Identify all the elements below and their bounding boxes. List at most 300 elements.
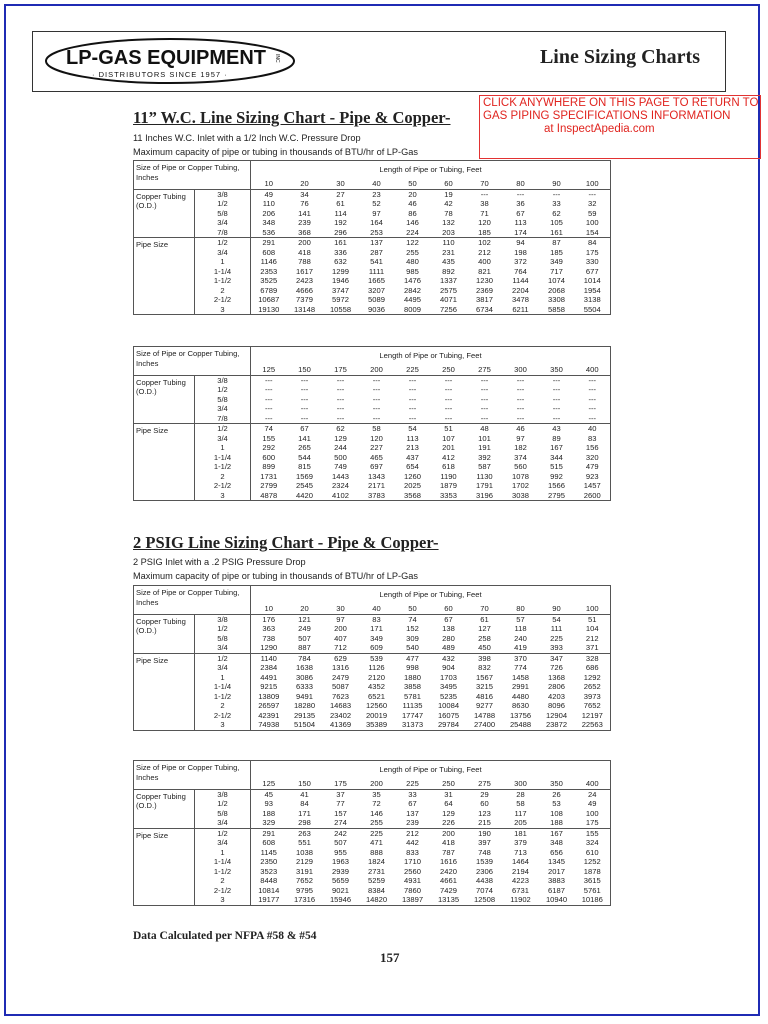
- table-row: [134, 818, 611, 828]
- length-column-header: 60: [431, 604, 467, 614]
- value-cell: ---: [300, 385, 309, 394]
- size-cell: 1-1/4: [195, 857, 251, 867]
- value-cell: 206: [262, 208, 276, 218]
- value-cell: ---: [480, 404, 489, 413]
- table-row: [134, 491, 611, 501]
- value-cell: ---: [372, 404, 381, 413]
- value-cell: 74: [408, 614, 417, 624]
- value-cell: 138: [442, 624, 455, 633]
- chart-table-psig-long: [133, 760, 611, 906]
- value-cell: 4878: [251, 491, 287, 501]
- value-cell: 198: [514, 247, 527, 257]
- value-cell: 35389: [359, 720, 395, 730]
- table-header-row: [134, 586, 611, 605]
- value-cell: ---: [323, 414, 359, 424]
- value-cell: 371: [575, 643, 611, 653]
- value-cell: 31373: [395, 720, 431, 730]
- value-cell: 240: [514, 633, 527, 643]
- value-cell: ---: [575, 189, 611, 199]
- value-cell: 40: [575, 424, 611, 434]
- logo-subtitle: · DISTRIBUTORS SINCE 1957 ·: [92, 70, 228, 79]
- page-title: Line Sizing Charts: [539, 46, 700, 68]
- value-cell: 764: [514, 266, 527, 276]
- size-cell: 3/4: [195, 434, 251, 444]
- table-row: [134, 209, 611, 219]
- value-cell: 2806: [548, 682, 565, 691]
- value-cell: 23: [372, 189, 381, 199]
- value-cell: 137: [370, 238, 383, 247]
- value-cell: 480: [406, 257, 419, 266]
- value-cell: 1879: [440, 481, 457, 490]
- value-cell: 3615: [575, 876, 611, 886]
- value-cell: 6333: [296, 682, 313, 691]
- table-row: [134, 614, 611, 624]
- value-cell: 618: [442, 462, 455, 471]
- value-cell: 71: [480, 208, 489, 218]
- value-cell: 2731: [368, 866, 385, 876]
- value-cell: 49: [264, 189, 273, 199]
- value-cell: 215: [467, 818, 503, 828]
- value-cell: 19177: [251, 895, 287, 905]
- value-cell: 363: [262, 624, 276, 633]
- value-cell: 10084: [437, 701, 460, 710]
- value-cell: 13897: [395, 895, 431, 905]
- value-cell: 608: [262, 247, 276, 257]
- value-cell: 132: [442, 218, 455, 227]
- size-cell: 2-1/2: [195, 886, 251, 896]
- value-cell: 2795: [539, 491, 575, 501]
- value-cell: 6211: [503, 305, 539, 315]
- value-cell: 258: [478, 633, 491, 643]
- size-cell: 1/2: [195, 238, 251, 248]
- value-cell: 171: [298, 808, 311, 818]
- size-cell: 3/8: [195, 375, 251, 385]
- table-row: [134, 799, 611, 809]
- value-cell: 1567: [476, 672, 493, 682]
- value-cell: 5235: [440, 691, 457, 701]
- value-cell: ---: [575, 375, 611, 385]
- value-cell: 7652: [296, 876, 313, 885]
- value-cell: 84: [300, 799, 309, 808]
- value-cell: ---: [264, 385, 273, 394]
- value-cell: 2560: [404, 866, 421, 876]
- value-cell: 239: [298, 218, 311, 227]
- value-cell: 242: [334, 828, 347, 838]
- value-cell: 536: [251, 228, 287, 238]
- value-cell: ---: [444, 394, 453, 404]
- value-cell: 1144: [512, 276, 529, 285]
- table-row: [134, 673, 611, 683]
- value-cell: 336: [334, 247, 347, 257]
- value-cell: 35: [372, 789, 381, 799]
- value-cell: 412: [442, 452, 455, 462]
- value-cell: 2423: [296, 276, 313, 285]
- value-cell: 12904: [545, 710, 568, 720]
- value-cell: 24: [575, 789, 611, 799]
- size-cell: 1/2: [195, 799, 251, 809]
- size-cell: 1-1/2: [195, 692, 251, 702]
- value-cell: 507: [334, 838, 347, 847]
- value-cell: 27400: [467, 720, 503, 730]
- table-row: [134, 404, 611, 414]
- value-cell: 1946: [332, 276, 349, 285]
- section-title-psig: 2 PSIG Line Sizing Chart - Pipe & Copper-: [133, 533, 439, 552]
- value-cell: 1963: [332, 857, 349, 866]
- value-cell: ---: [408, 375, 417, 385]
- value-cell: 1710: [404, 857, 421, 866]
- logo-inc: INC: [274, 54, 280, 63]
- value-cell: 1299: [332, 266, 349, 276]
- value-cell: 23872: [539, 720, 575, 730]
- table-row: [134, 443, 611, 453]
- value-cell: 1638: [296, 663, 313, 672]
- table-row: [134, 305, 611, 315]
- table-row: [134, 276, 611, 286]
- value-cell: 656: [550, 847, 563, 857]
- value-cell: 1146: [260, 257, 277, 266]
- length-column-header: 300: [503, 365, 539, 375]
- length-column-header: 80: [503, 179, 539, 189]
- value-cell: 6734: [467, 305, 503, 315]
- value-cell: 77: [336, 799, 345, 808]
- table-row: [134, 424, 611, 434]
- group-label: Pipe Size: [134, 424, 195, 501]
- value-cell: 231: [442, 247, 455, 257]
- size-cell: 3/8: [195, 614, 251, 624]
- size-cell: 1: [195, 848, 251, 858]
- value-cell: 432: [442, 653, 455, 663]
- value-cell: 397: [478, 838, 491, 847]
- value-cell: 748: [478, 847, 491, 857]
- length-header: Length of Pipe or Tubing, Feet: [251, 586, 611, 605]
- table-row: [134, 876, 611, 886]
- value-cell: 120: [370, 433, 383, 443]
- value-cell: 249: [298, 624, 311, 633]
- value-cell: 677: [575, 267, 611, 277]
- value-cell: 686: [575, 663, 611, 673]
- value-cell: 28: [516, 789, 525, 799]
- value-cell: 1443: [332, 471, 349, 481]
- group-label: Pipe Size: [134, 828, 195, 905]
- value-cell: 8630: [512, 701, 529, 710]
- value-cell: 544: [298, 452, 311, 462]
- value-cell: 67: [300, 424, 309, 433]
- value-cell: 31: [444, 789, 453, 799]
- value-cell: 41: [300, 789, 309, 799]
- value-cell: 3138: [575, 295, 611, 305]
- length-column-header: 225: [395, 779, 431, 789]
- value-cell: 587: [478, 462, 491, 471]
- value-cell: 113: [406, 433, 419, 443]
- value-cell: 122: [406, 238, 419, 247]
- table-row: [134, 682, 611, 692]
- value-cell: 181: [514, 828, 527, 838]
- value-cell: 176: [262, 614, 276, 624]
- value-cell: 3215: [476, 682, 493, 691]
- value-cell: 7429: [440, 885, 457, 895]
- size-column-header: Size of Pipe or Copper Tubing, Inches: [134, 586, 251, 615]
- value-cell: 32: [575, 199, 611, 209]
- value-cell: 59: [575, 209, 611, 219]
- value-cell: 298: [287, 818, 323, 828]
- value-cell: ---: [575, 385, 611, 395]
- value-cell: 104: [575, 624, 611, 634]
- value-cell: 2991: [512, 682, 529, 691]
- value-cell: 1368: [548, 672, 565, 682]
- value-cell: 78: [444, 208, 453, 218]
- value-cell: 72: [372, 799, 381, 808]
- length-column-header: 200: [359, 365, 395, 375]
- return-link[interactable]: [479, 95, 761, 159]
- value-cell: 479: [575, 462, 611, 472]
- value-cell: 4480: [512, 691, 529, 701]
- value-cell: 13809: [258, 691, 280, 701]
- value-cell: 3038: [503, 491, 539, 501]
- value-cell: 398: [478, 653, 491, 663]
- value-cell: ---: [336, 385, 345, 394]
- size-cell: 5/8: [195, 209, 251, 219]
- value-cell: 190: [478, 828, 491, 838]
- value-cell: 1292: [575, 673, 611, 683]
- value-cell: ---: [359, 414, 395, 424]
- table-row: [134, 848, 611, 858]
- table-row: [134, 809, 611, 819]
- value-cell: 904: [442, 663, 455, 672]
- size-cell: 3/4: [195, 643, 251, 653]
- chart-table-wc-long: [133, 346, 611, 501]
- value-cell: 100: [575, 218, 611, 228]
- value-cell: 1130: [476, 471, 493, 481]
- size-cell: 5/8: [195, 395, 251, 405]
- value-cell: 330: [575, 257, 611, 267]
- value-cell: 892: [442, 266, 455, 276]
- length-column-header: 20: [287, 179, 323, 189]
- value-cell: 274: [323, 818, 359, 828]
- table-row: [134, 218, 611, 228]
- value-cell: ---: [575, 404, 611, 414]
- table-row: [134, 248, 611, 258]
- length-header: Length of Pipe or Tubing, Feet: [251, 161, 611, 180]
- value-cell: 787: [442, 847, 455, 857]
- value-cell: 188: [539, 818, 575, 828]
- size-cell: 1/2: [195, 385, 251, 395]
- value-cell: ---: [480, 385, 489, 394]
- table-row: [134, 189, 611, 199]
- value-cell: 2120: [368, 672, 385, 682]
- table-row: [134, 238, 611, 248]
- value-cell: 815: [298, 462, 311, 471]
- value-cell: 344: [550, 452, 563, 462]
- logo-title: LP-GAS EQUIPMENT: [66, 47, 267, 69]
- size-cell: 3/4: [195, 404, 251, 414]
- value-cell: 212: [406, 828, 419, 838]
- section-desc-wc-inlet: 11 Inches W.C. Inlet with a 1/2 Inch W.C. Pressure Drop: [133, 133, 361, 143]
- value-cell: 2384: [260, 663, 278, 672]
- table-row: [134, 462, 611, 472]
- section-desc-wc-capacity: Maximum capacity of pipe or tubing in thousands of BTU/hr of LP-Gas: [133, 147, 418, 157]
- value-cell: 1126: [368, 663, 385, 672]
- value-cell: 18280: [293, 701, 316, 710]
- value-cell: ---: [444, 404, 453, 413]
- size-cell: 3: [195, 895, 251, 905]
- size-cell: 1: [195, 257, 251, 267]
- value-cell: 774: [514, 663, 527, 672]
- value-cell: 60: [480, 799, 489, 808]
- size-cell: 2-1/2: [195, 711, 251, 721]
- table-row: [134, 692, 611, 702]
- table-row: [134, 828, 611, 838]
- size-cell: 1-1/4: [195, 267, 251, 277]
- value-cell: 3353: [431, 491, 467, 501]
- value-cell: 1539: [476, 857, 493, 866]
- group-label: Copper Tubing (O.D.): [134, 614, 195, 653]
- value-cell: 442: [406, 838, 419, 847]
- value-cell: 67: [516, 208, 525, 218]
- value-cell: 2842: [404, 285, 421, 295]
- value-cell: 101: [478, 433, 491, 443]
- value-cell: 435: [442, 257, 455, 266]
- value-cell: 192: [334, 218, 347, 227]
- value-cell: 188: [262, 808, 276, 818]
- value-cell: 58: [516, 799, 525, 808]
- section-title-wc: 11” W.C. Line Sizing Chart - Pipe & Copper-: [133, 108, 451, 127]
- value-cell: ---: [372, 394, 381, 404]
- return-link-line-2[interactable]: GAS PIPING SPECIFICATIONS INFORMATION: [483, 110, 731, 122]
- value-cell: 83: [575, 434, 611, 444]
- length-column-header: 200: [359, 779, 395, 789]
- value-cell: 8009: [395, 305, 431, 315]
- value-cell: 887: [287, 643, 323, 653]
- table-row: [134, 624, 611, 634]
- value-cell: 120: [478, 218, 491, 227]
- value-cell: 110: [442, 238, 455, 247]
- value-cell: 45: [264, 789, 273, 799]
- value-cell: 610: [575, 848, 611, 858]
- value-cell: 6521: [368, 691, 385, 701]
- value-cell: 14683: [329, 701, 352, 710]
- value-cell: 239: [395, 818, 431, 828]
- value-cell: 154: [575, 228, 611, 238]
- value-cell: 29784: [431, 720, 467, 730]
- table-row: [134, 857, 611, 867]
- value-cell: 226: [431, 818, 467, 828]
- length-column-header: 20: [287, 604, 323, 614]
- value-cell: 1290: [251, 643, 287, 653]
- value-cell: 3973: [575, 692, 611, 702]
- value-cell: 1566: [548, 481, 565, 490]
- value-cell: 10687: [258, 295, 280, 304]
- value-cell: 5972: [332, 295, 349, 304]
- value-cell: 2369: [476, 285, 493, 295]
- value-cell: 11135: [402, 701, 423, 710]
- value-cell: 7623: [332, 691, 349, 701]
- return-link-line-1[interactable]: CLICK ANYWHERE ON THIS PAGE TO RETURN TO: [483, 97, 759, 109]
- value-cell: 1345: [548, 857, 565, 866]
- value-cell: 185: [467, 228, 503, 238]
- value-cell: 152: [406, 624, 419, 633]
- value-cell: 784: [298, 653, 311, 663]
- value-cell: 25488: [503, 720, 539, 730]
- value-cell: 1014: [575, 276, 611, 286]
- table-row: [134, 295, 611, 305]
- value-cell: 23402: [329, 710, 352, 720]
- table-row: [134, 886, 611, 896]
- value-cell: 185: [550, 247, 563, 257]
- value-cell: 61: [480, 614, 489, 624]
- value-cell: 1731: [260, 471, 278, 481]
- value-cell: 5659: [332, 876, 349, 885]
- size-cell: 3: [195, 720, 251, 730]
- value-cell: ---: [552, 385, 561, 394]
- value-cell: 3523: [260, 866, 278, 876]
- value-cell: 418: [442, 838, 455, 847]
- length-column-header: 100: [575, 179, 611, 189]
- value-cell: 46: [516, 424, 525, 433]
- value-cell: 419: [503, 643, 539, 653]
- value-cell: 27: [336, 189, 345, 199]
- value-cell: 93: [264, 799, 273, 808]
- size-cell: 1-1/4: [195, 682, 251, 692]
- value-cell: 74938: [251, 720, 287, 730]
- value-cell: 1791: [476, 481, 493, 490]
- value-cell: 3568: [395, 491, 431, 501]
- value-cell: ---: [444, 375, 453, 385]
- value-cell: 3817: [476, 295, 493, 304]
- value-cell: 10814: [258, 885, 280, 895]
- value-cell: 123: [478, 808, 491, 818]
- length-column-header: 150: [287, 779, 323, 789]
- value-cell: 97: [336, 614, 345, 624]
- table-row: [134, 838, 611, 848]
- size-cell: 1-1/2: [195, 867, 251, 877]
- value-cell: 13756: [509, 710, 532, 720]
- return-link-line-3[interactable]: at InspectApedia.com: [544, 123, 655, 135]
- value-cell: 121: [298, 614, 311, 624]
- table-header-row: [134, 347, 611, 366]
- value-cell: 12508: [467, 895, 503, 905]
- size-cell: 1-1/4: [195, 453, 251, 463]
- value-cell: 3495: [440, 682, 457, 691]
- value-cell: 5761: [575, 886, 611, 896]
- value-cell: ---: [516, 375, 525, 385]
- value-cell: 370: [514, 653, 527, 663]
- value-cell: 114: [334, 208, 347, 218]
- value-cell: ---: [516, 404, 525, 413]
- value-cell: 1260: [404, 471, 421, 481]
- value-cell: 108: [550, 808, 563, 818]
- value-cell: 171: [370, 624, 383, 633]
- size-cell: 2: [195, 701, 251, 711]
- value-cell: 1343: [368, 471, 385, 481]
- value-cell: 291: [262, 828, 276, 838]
- value-cell: 14788: [473, 710, 496, 720]
- value-cell: 87: [552, 238, 561, 247]
- size-cell: 3: [195, 491, 251, 501]
- size-cell: 3/4: [195, 218, 251, 228]
- value-cell: 7074: [476, 885, 493, 895]
- company-logo: [44, 37, 296, 85]
- value-cell: 201: [442, 443, 455, 452]
- table-row: [134, 228, 611, 238]
- value-cell: 9021: [332, 885, 349, 895]
- value-cell: 4438: [476, 876, 493, 885]
- value-cell: 1457: [575, 481, 611, 491]
- group-label: Copper Tubing (O.D.): [134, 189, 195, 238]
- value-cell: 372: [514, 257, 527, 266]
- value-cell: 1824: [368, 857, 385, 866]
- value-cell: 923: [575, 472, 611, 482]
- value-cell: 10186: [575, 895, 611, 905]
